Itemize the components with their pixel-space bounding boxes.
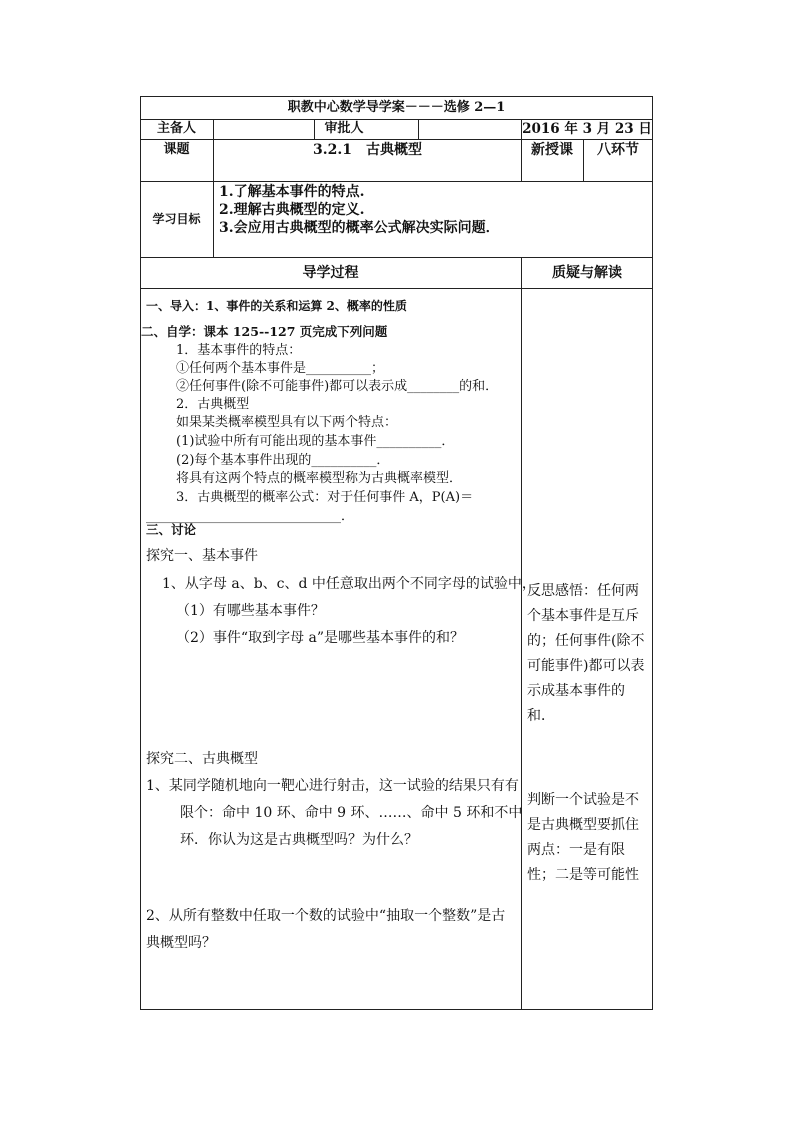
- study-line: ②任何事件(除不可能事件)都可以表示成________的和．: [176, 379, 499, 394]
- topic-label: 课题: [163, 142, 190, 157]
- explore-2-question-1: 1、某同学随机地向一靶心进行射击，这一试验的结果只有有: [146, 778, 519, 794]
- study-line: 1．基本事件的特点：: [176, 343, 302, 358]
- note-classical-probability: 判断一个试验是不是古典概型要抓住两点：一是有限性；二是等可能性: [527, 792, 639, 883]
- study-line: (2)每个基本事件出现的__________．: [176, 453, 390, 468]
- row-divider: [140, 257, 653, 258]
- explore-1-sub-question: （2）事件“取到字母 a”是哪些基本事件的和？: [176, 630, 465, 646]
- row-divider: [140, 139, 653, 140]
- row-divider: [140, 181, 653, 182]
- study-line: 如果某类概率模型具有以下两个特点：: [176, 415, 398, 430]
- notes-column-header: 质疑与解读: [552, 265, 622, 281]
- section-self-study: 二、自学：课本 125--127 页完成下列问题: [141, 324, 388, 339]
- section-discussion: 三、讨论: [146, 522, 197, 537]
- date: 2016 年 3 月 23 日: [522, 121, 652, 137]
- col-divider: [521, 257, 522, 1010]
- col-divider: [418, 119, 419, 139]
- lesson-type: 新授课: [531, 142, 573, 158]
- explore-2-question-1-cont: 环．你认为这是古典概型吗？为什么？: [180, 832, 418, 848]
- explore-2-title: 探究二、古典概型: [146, 751, 258, 767]
- study-line: 2．古典概型: [176, 397, 250, 412]
- explore-2-question-2: 2、从所有整数中任取一个数的试验中“抽取一个整数”是古: [146, 908, 506, 924]
- study-line: ______________________________．: [146, 509, 355, 524]
- explore-1-question: 1、从字母 a、b、c、d 中任意取出两个不同字母的试验中，: [162, 576, 536, 592]
- objective-item: 3.会应用古典概型的概率公式解决实际问题．: [219, 220, 500, 236]
- study-line: (1)试验中所有可能出现的基本事件__________．: [176, 434, 455, 449]
- col-divider: [213, 181, 214, 257]
- study-line: ①任何两个基本事件是__________；: [176, 361, 385, 376]
- objective-item: 2.理解古典概型的定义.: [219, 202, 365, 218]
- study-line: 将具有这两个特点的概率模型称为古典概率模型．: [176, 471, 463, 486]
- author-label: 主备人: [156, 121, 196, 136]
- objective-item: 1.了解基本事件的特点.: [219, 184, 365, 200]
- note-reflection: 反思感悟：任何两个基本事件是互斥的；任何事件(除不可能事件)都可以表示成基本事件的和．: [527, 583, 645, 724]
- explore-1-title: 探究一、基本事件: [146, 548, 258, 564]
- teaching-method: 八环节: [597, 142, 639, 158]
- explore-2-question-2-cont: 典概型吗？: [146, 935, 216, 951]
- lesson-topic: 3.2.1 古典概型: [313, 142, 422, 158]
- col-divider: [213, 119, 214, 139]
- section-intro: 一、导入：1、事件的关系和运算 2、概率的性质: [146, 299, 407, 313]
- objectives-label: 学习目标: [152, 212, 201, 226]
- reviewer-label: 审批人: [324, 121, 364, 136]
- study-line: 3．古典概型的概率公式：对于任何事件 A，P(A)＝: [176, 490, 474, 505]
- process-column-header: 导学过程: [302, 265, 359, 281]
- explore-2-question-1-cont: 限个：命中 10 环、命中 9 环、……、命中 5 环和不中: [180, 805, 523, 821]
- document-title: 职教中心数学导学案－－－选修 2—1: [287, 100, 506, 115]
- explore-1-sub-question: （1）有哪些基本事件？: [176, 603, 325, 619]
- row-divider: [140, 288, 653, 289]
